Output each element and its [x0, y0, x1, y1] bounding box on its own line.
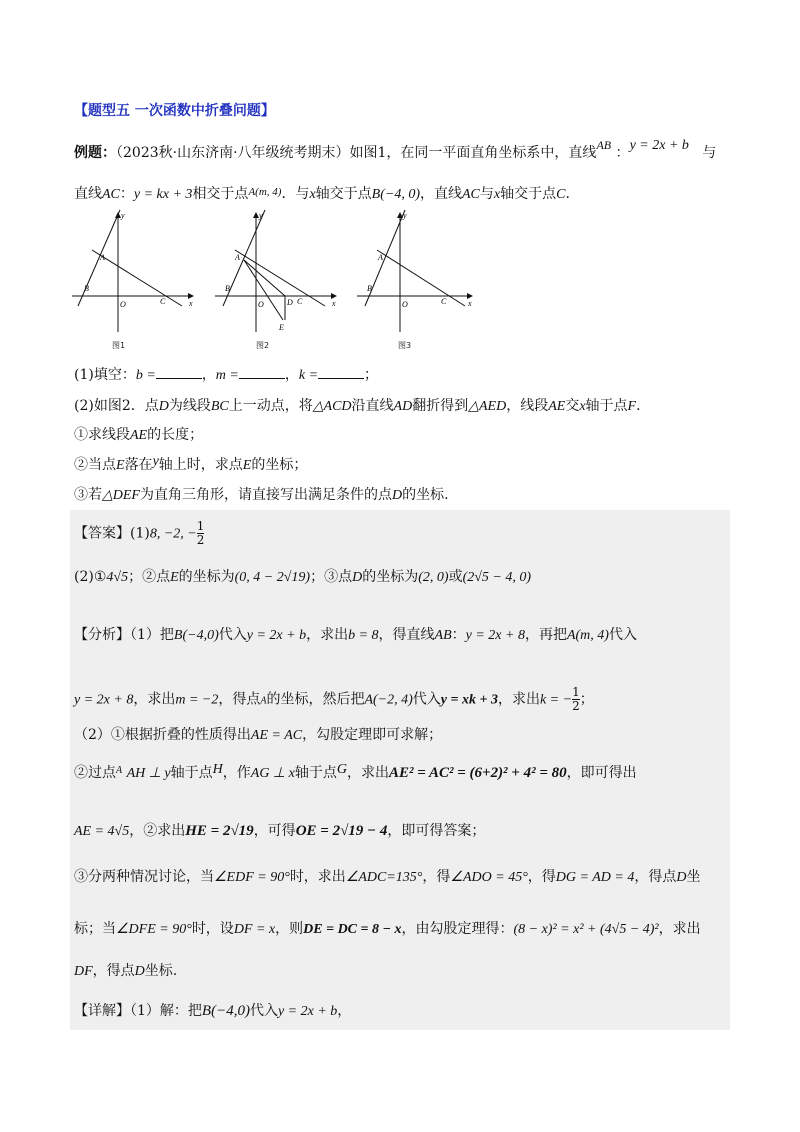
- text: ，求出: [133, 691, 176, 708]
- figure-1-caption: 图1: [112, 341, 126, 350]
- text: .: [565, 186, 570, 202]
- math: D: [391, 488, 403, 503]
- example-label: 例题：: [74, 145, 116, 161]
- text: ，②求出: [129, 823, 186, 839]
- text: ；③点: [310, 569, 353, 585]
- text: (1)填空：: [74, 367, 136, 383]
- text: ，可得: [253, 823, 296, 839]
- text: ①求线段: [74, 427, 130, 443]
- text: ；②点: [128, 569, 171, 585]
- math: △DEF: [102, 488, 140, 503]
- text: 标；当: [74, 921, 116, 937]
- sub-question-1: [74, 424, 203, 444]
- fig2-b-label: B: [225, 284, 230, 293]
- text: （2023秋·山东济南·八年级统考期末）如图1，在同一平面直角坐标系中，直线: [116, 145, 597, 161]
- analysis-line-5: [74, 820, 485, 840]
- math: 8, −2, −: [149, 526, 197, 542]
- fig3-y-label: y: [403, 211, 407, 220]
- text: （2）①根据折叠的性质得出: [74, 727, 251, 743]
- text: 为线段: [168, 398, 211, 414]
- text: 代入: [249, 1003, 278, 1019]
- text: ，得直线: [378, 627, 435, 643]
- text: ．与: [281, 186, 310, 202]
- text: 代入: [412, 691, 441, 708]
- math: y = 2x + b: [277, 1004, 338, 1019]
- fig2-a-label: A: [235, 253, 240, 262]
- text: 轴交于点: [500, 186, 557, 202]
- analysis-line-1: [74, 624, 637, 644]
- numerator: 1: [196, 519, 205, 533]
- text: 代入: [608, 627, 637, 643]
- math-x: x: [309, 187, 316, 202]
- blank-b[interactable]: [156, 366, 202, 379]
- math: B(−4,0): [173, 628, 219, 643]
- fig1-y-label: y: [121, 211, 125, 220]
- figure-2: [213, 208, 343, 338]
- figure-2-caption: 图2: [256, 341, 270, 350]
- text: （1）把: [130, 627, 174, 643]
- math-point-c: C: [556, 187, 566, 202]
- text: 相交于点: [192, 186, 249, 202]
- math: A: [260, 695, 267, 707]
- math: E: [170, 570, 179, 585]
- math: ∠ADC=135°: [345, 870, 423, 885]
- math: m = −2: [175, 692, 219, 708]
- text: ：: [119, 186, 134, 202]
- math: y = 2x + b: [246, 628, 307, 643]
- text: ：: [451, 627, 466, 643]
- text: ，即可得答案；: [387, 823, 486, 839]
- math-eq-ab: y = 2x + b: [629, 138, 689, 153]
- math: 4√5: [106, 570, 129, 585]
- math: x: [579, 399, 586, 414]
- fig2-x-label: x: [332, 299, 336, 308]
- text: 翻折得到: [412, 398, 469, 414]
- analysis-label: 【分析】: [74, 627, 130, 643]
- fraction: [197, 520, 205, 547]
- text: ，由勾股定理得：: [401, 921, 514, 937]
- fig2-y-label: y: [259, 211, 263, 220]
- figure-1: [70, 208, 195, 338]
- math: D: [158, 399, 169, 414]
- math: A(−2, 4): [364, 692, 413, 708]
- text: 的坐标，然后把: [266, 691, 365, 708]
- text: ，求出: [346, 765, 389, 781]
- detail-label: 【详解】: [74, 1003, 130, 1019]
- answer-label: 【答案】: [74, 525, 130, 542]
- text: ，线段: [506, 398, 549, 414]
- text: 轴上时，求点: [158, 457, 243, 473]
- text: 与: [479, 186, 494, 202]
- text: ，求出: [658, 921, 701, 937]
- text: 的坐标为: [178, 569, 235, 585]
- math: G: [336, 762, 347, 777]
- math: DE = DC = 8 − x: [303, 922, 402, 937]
- math-b: b =: [135, 368, 156, 383]
- math: △AED: [468, 399, 507, 414]
- text: 时，求出: [289, 869, 346, 885]
- text: 时，设: [191, 921, 234, 937]
- analysis-line-6: [74, 866, 700, 886]
- text: ；: [364, 367, 379, 383]
- fig2-o-label: O: [258, 300, 264, 309]
- math: △ACD: [312, 399, 352, 414]
- text: 的坐标.: [402, 487, 449, 503]
- math-x: x: [493, 187, 501, 202]
- math: H: [212, 762, 223, 777]
- text: 轴于点: [170, 765, 213, 781]
- fig1-c-label: C: [160, 297, 166, 306]
- math: D: [134, 964, 145, 979]
- math-ab: AB: [596, 138, 612, 152]
- fig1-b-label: B: [84, 284, 89, 293]
- text: （1）解：把: [130, 1003, 202, 1019]
- text: ②过点: [74, 765, 116, 781]
- fig3-x-label: x: [468, 299, 472, 308]
- analysis-line-2: [74, 686, 594, 713]
- math: E: [242, 458, 252, 473]
- text: 坐标.: [144, 963, 178, 979]
- fig1-a-label: A: [100, 253, 105, 262]
- math: D: [676, 870, 687, 885]
- text: ，得点: [218, 691, 261, 708]
- fig1-x-label: x: [189, 299, 193, 308]
- denominator: 2: [196, 533, 205, 547]
- math: AB: [434, 628, 452, 643]
- sub-question-2: [74, 454, 307, 474]
- text: 为直角三角形，请直接写出满足条件的点: [139, 487, 392, 503]
- blank-k[interactable]: [318, 366, 364, 379]
- math: (8 − x)² = x² + (4√5 − 4)²: [513, 922, 659, 937]
- math-k: k =: [298, 368, 319, 383]
- text: 坐: [686, 869, 701, 885]
- text: ，得: [422, 869, 451, 885]
- text: 的坐标；: [251, 457, 308, 473]
- text: ，再把: [524, 627, 567, 643]
- math: (2√5 − 4, 0): [462, 570, 532, 585]
- text: 代入: [218, 627, 247, 643]
- text: ，则: [275, 921, 304, 937]
- math: E: [116, 458, 125, 473]
- text: 直线: [74, 186, 102, 202]
- text: ．: [636, 398, 651, 414]
- sub-question-3: [74, 484, 449, 504]
- text: 与: [702, 145, 717, 161]
- text: 的长度；: [147, 427, 204, 443]
- text: ，得点: [92, 963, 135, 979]
- answer-line-1: [74, 520, 204, 547]
- math: A(m, 4): [566, 628, 609, 643]
- fig1-o-label: O: [120, 300, 126, 309]
- fig3-b-label: B: [367, 284, 372, 293]
- text: 落在: [124, 457, 153, 473]
- math: AG ⊥ x: [250, 766, 295, 781]
- text: 交: [565, 398, 580, 414]
- numerator: 1: [572, 685, 580, 699]
- text: 轴于点: [585, 398, 628, 414]
- math: y = xk + 3: [440, 692, 498, 708]
- section-title: 【题型五 一次函数中折叠问题】: [74, 103, 275, 119]
- math: F: [627, 399, 637, 414]
- analysis-line-8: [74, 960, 177, 980]
- question-2: [74, 395, 650, 415]
- text: ，作: [222, 765, 251, 781]
- text: 轴于点: [294, 765, 337, 781]
- fraction: [572, 686, 580, 713]
- math: DF: [74, 964, 93, 979]
- example-line-2: [74, 183, 570, 203]
- question-1: [74, 364, 378, 384]
- answer-line-2: [74, 566, 531, 586]
- text: ②当点: [74, 457, 116, 473]
- text: ，: [284, 367, 299, 383]
- text: ③分两种情况讨论，当: [74, 869, 214, 885]
- text: 或: [448, 569, 463, 585]
- fig2-c-label: C: [297, 297, 303, 306]
- fig2-e-label: E: [279, 323, 284, 332]
- text: ，得: [527, 869, 556, 885]
- text: ，: [201, 367, 216, 383]
- text: (2)如图2．点: [74, 398, 159, 414]
- math: y = 2x + 8: [465, 628, 525, 643]
- math-m: m =: [215, 368, 239, 383]
- math: AD: [393, 399, 413, 414]
- analysis-line-3: [74, 724, 442, 744]
- analysis-line-4: [74, 762, 637, 782]
- analysis-line-7: [74, 918, 701, 938]
- math: AE: [548, 399, 566, 414]
- blank-m[interactable]: [239, 366, 285, 379]
- fig2-d-label: D: [287, 298, 293, 307]
- math: ∠DFE = 90°: [116, 922, 192, 937]
- text: ，即可得出: [566, 765, 637, 781]
- math: AE² = AC² = (6+2)² + 4² = 80: [388, 765, 567, 781]
- math-ac: AC: [102, 187, 120, 202]
- math: D: [352, 570, 363, 585]
- math: AE: [130, 428, 148, 443]
- math: ∠ADO = 45°: [450, 870, 528, 885]
- math: HE = 2√19: [185, 823, 254, 839]
- text: 上一动点，将: [228, 398, 313, 414]
- math: AE = AC: [250, 728, 303, 743]
- text: (2)①: [74, 569, 107, 585]
- math: k = −: [539, 692, 573, 708]
- math: A: [116, 765, 123, 776]
- text: ，求出: [497, 691, 540, 708]
- math: AE = 4√5: [74, 824, 130, 839]
- text: ；: [579, 691, 594, 708]
- text: ，勾股定理即可求解；: [302, 727, 443, 743]
- math: (0, 4 − 2√19): [234, 570, 311, 585]
- fig3-o-label: O: [402, 300, 408, 309]
- math: b = 8: [348, 628, 379, 643]
- fig3-a-label: A: [378, 253, 383, 262]
- math: DG = AD = 4: [555, 870, 635, 885]
- text: (1): [130, 525, 150, 542]
- math-point-b: B(−4, 0): [371, 187, 420, 202]
- math: y: [152, 454, 159, 469]
- text: 沿直线: [351, 398, 394, 414]
- math-eq-ac: y = kx + 3: [133, 187, 193, 202]
- text: ，: [337, 1003, 352, 1019]
- text: ，直线: [419, 186, 462, 202]
- denominator: 2: [572, 699, 580, 713]
- math: (2, 0): [418, 570, 449, 585]
- math: B(−4,0): [201, 1003, 250, 1019]
- figure-3: [355, 208, 480, 338]
- math: AH ⊥ y: [126, 766, 171, 781]
- fig3-c-label: C: [441, 297, 447, 306]
- math-point-a: A(m, 4): [248, 186, 282, 198]
- text: ，求出: [306, 627, 349, 643]
- example-line-1: 例题：（2023秋·山东济南·八年级统考期末）如图1，在同一平面直角坐标系中，直线AB ：y = 2x + b 与: [74, 138, 717, 161]
- math: BC: [210, 399, 229, 414]
- math: ∠EDF = 90°: [214, 870, 290, 885]
- text: 轴交于点: [315, 186, 372, 202]
- figure-3-caption: 图3: [398, 341, 412, 350]
- math: OE = 2√19 − 4: [295, 823, 388, 839]
- detail-line-1: [74, 1000, 351, 1020]
- math: DF = x: [233, 922, 276, 937]
- math-ac: AC: [461, 187, 480, 202]
- text: ③若: [74, 487, 102, 503]
- math: y = 2x + 8: [74, 692, 134, 708]
- text: ，得点: [634, 869, 677, 885]
- text: 的坐标为: [362, 569, 419, 585]
